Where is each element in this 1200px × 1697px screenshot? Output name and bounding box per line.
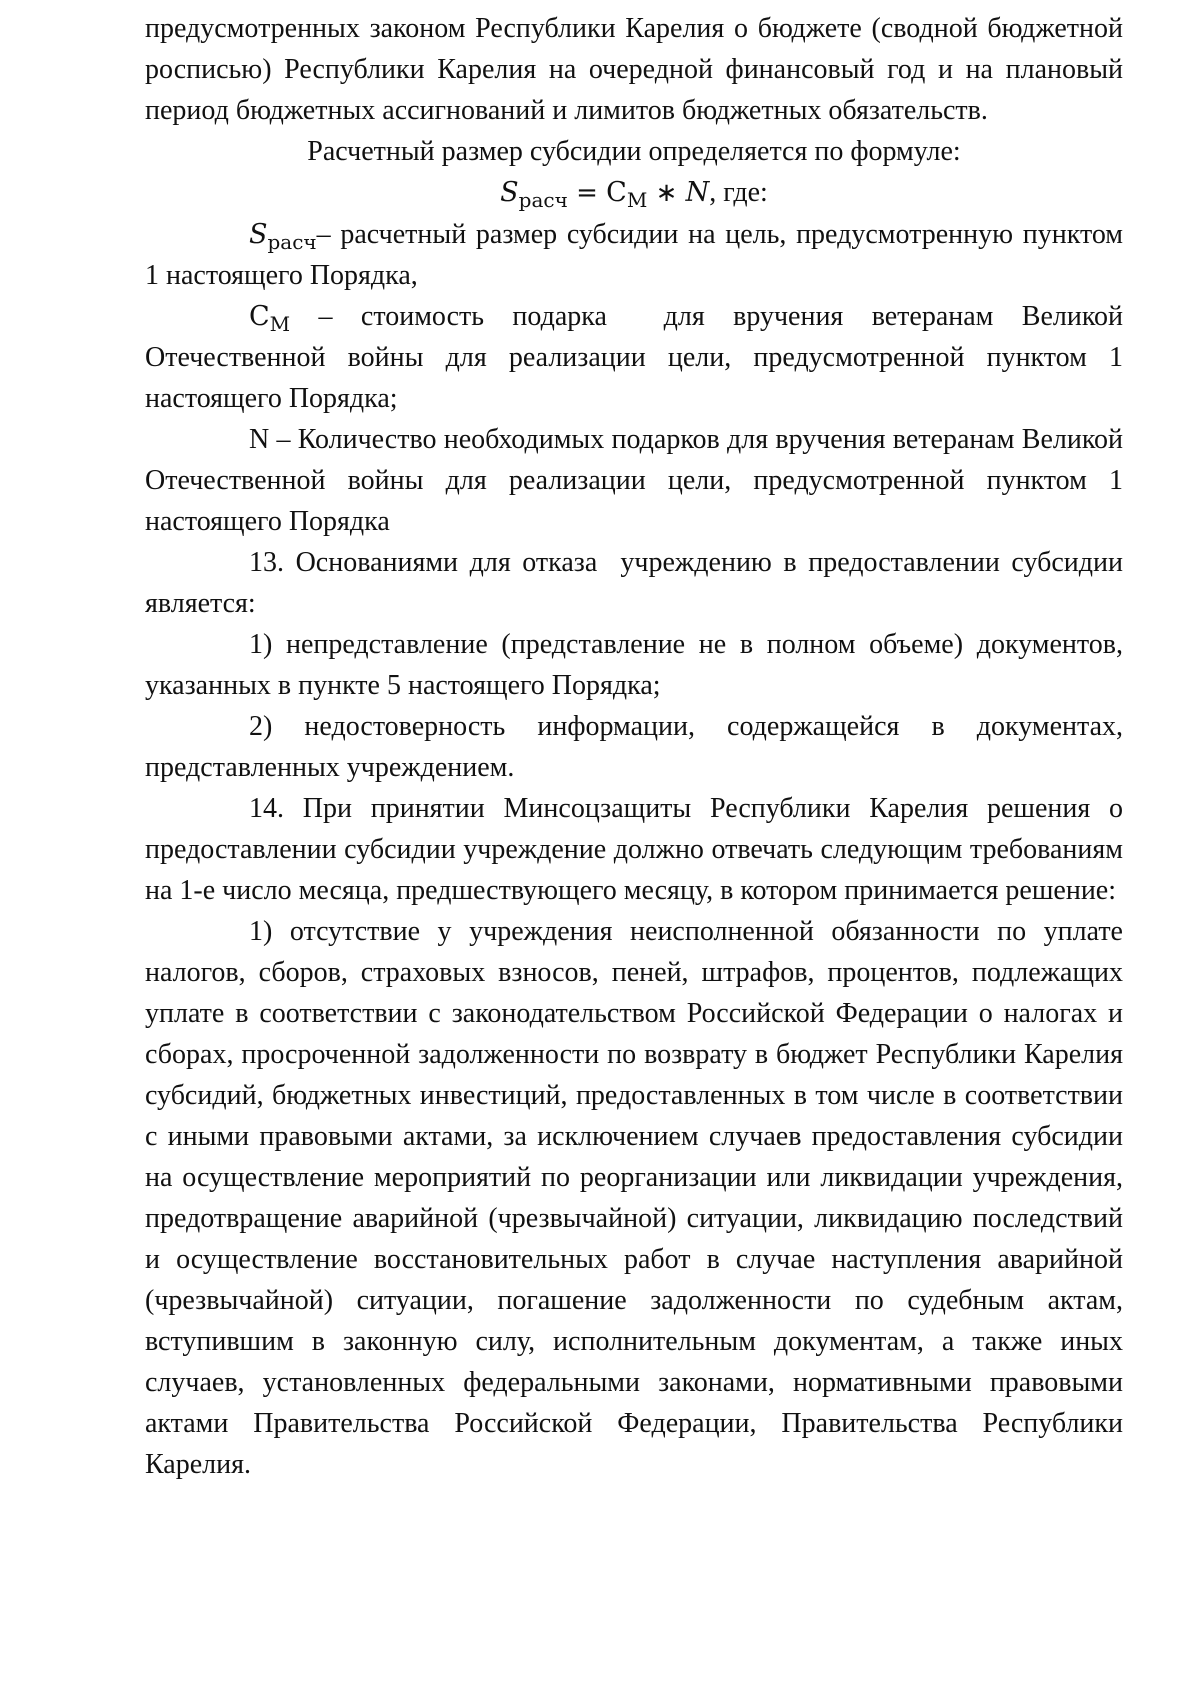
formula-expression [500, 177, 710, 212]
section-14: 14. При принятии Минсоцзащиты Республики Карелия решения о предоставлении субсидии учреждение должно отвечать следующим требованиям на 1-е число месяца, предшествующего месяцу, в котором принимается решение: [145, 793, 1123, 906]
formula-s-subscript: расч [518, 188, 568, 212]
formula-s: S [500, 177, 519, 208]
definition-s-letter: S [249, 219, 268, 250]
definition-s-text: – расчетный размер субсидии на цель, предусмотренную пунктом 1 настоящего Порядка, [145, 219, 1123, 291]
formula-times: ∗ [647, 178, 686, 208]
section-14-item-1: 1) отсутствие у учреждения неисполненной обязанности по уплате налогов, сборов, страховых взносов, пеней, штрафов, процентов, подлежащих уплате в соответствии с законодательством Российской Федерации о налогах и сборах, просроченной задолженности по возврату в бюджет Республики Карелия субсидий, бюджетных инвестиций, предоставленных в том числе в соответствии с иными правовыми актами, за исключением случаев предоставления субсидии на осуществление мероприятий по реорганизации или ликвидации учреждения, предотвращение аварийной (чрезвычайной) ситуации, ликвидацию последствий и осуществление восстановительных работ в случае наступления аварийной (чрезвычайной) ситуации, погашение задолженности по судебным актам, вступившим в законную силу, исполнительным документам, а также иных случаев, установленных федеральными законами, нормативными правовыми актами Правительства Российской Федерации, Правительства Республики Карелия. [145, 916, 1123, 1480]
formula-suffix: , где: [709, 177, 768, 208]
formula-n: N [685, 177, 710, 208]
definition-s-symbol [249, 219, 317, 254]
document-page [145, 8, 1130, 1485]
section-13-item-2: 2) недостоверность информации, содержащейся в документах, представленных учреждением. [145, 711, 1123, 783]
definition-c [145, 296, 1130, 419]
formula-c: C [606, 177, 627, 208]
formula [145, 172, 1123, 214]
paragraph-continuation: предусмотренных законом Республики Карелия о бюджете (сводной бюджетной росписью) Республики Карелия на очередной финансовый год и на плановый период бюджетных ассигнований и лимитов бюджетных обязательств. [145, 13, 1123, 126]
formula-equals: = [567, 178, 607, 208]
formula-c-subscript: М [626, 188, 648, 212]
section-13-item-1: 1) непредставление (представление не в полном объеме) документов, указанных в пункте 5 настоящего Порядка; [145, 629, 1123, 701]
definition-c-symbol [249, 301, 291, 336]
definition-c-letter: C [249, 301, 270, 332]
definition-s-subscript: расч [267, 230, 317, 254]
formula-intro: Расчетный размер субсидии определяется по формуле: [307, 136, 961, 167]
definition-s [145, 214, 1123, 296]
definition-c-text: – стоимость подарка для вручения ветеранам Великой Отечественной войны для реализации цели, предусмотренной пунктом 1 настоящего Порядка; [145, 301, 1130, 414]
definition-n: N – Количество необходимых подарков для вручения ветеранам Великой Отечественной войны для реализации цели, предусмотренной пунктом 1 настоящего Порядка [145, 424, 1123, 537]
section-13: 13. Основаниями для отказа учреждению в предоставлении субсидии является: [145, 547, 1130, 619]
definition-c-subscript: М [269, 312, 291, 336]
